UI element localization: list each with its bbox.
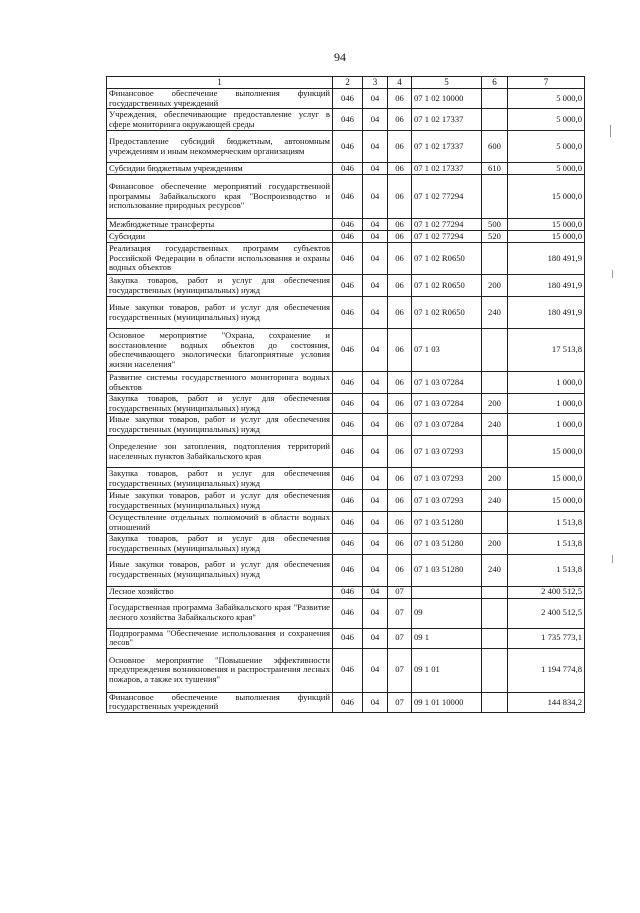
cell-rz: 04	[363, 329, 388, 372]
margin-mark	[610, 125, 611, 137]
cell-rz: 04	[363, 534, 388, 554]
cell-vr	[482, 436, 508, 468]
cell-pr: 06	[388, 163, 412, 175]
cell-rz: 04	[363, 598, 388, 628]
cell-rz: 04	[363, 131, 388, 163]
cell-sum: 144 834,2	[508, 692, 585, 712]
table-row	[107, 131, 585, 163]
page-number: 94	[334, 50, 346, 64]
cell-pr: 07	[388, 586, 412, 598]
cell-csr: 07 1 03 51280	[412, 512, 482, 534]
column-header-rz: 3	[363, 77, 388, 89]
cell-name: Иные закупки товаров, работ и услуг для обеспечения государственных (муниципальных) нужд	[107, 554, 333, 586]
cell-rz: 04	[363, 89, 388, 109]
column-header-gr: 2	[333, 77, 363, 89]
cell-pr: 07	[388, 692, 412, 712]
cell-rz: 04	[363, 490, 388, 512]
cell-gr: 046	[333, 109, 363, 131]
cell-rz: 04	[363, 468, 388, 490]
cell-name: Лесное хозяйство	[107, 586, 333, 598]
cell-pr: 06	[388, 109, 412, 131]
cell-name: Государственная программа Забайкальского края "Развитие лесного хозяйства Забайкальского края"	[107, 598, 333, 628]
cell-vr	[482, 648, 508, 692]
table-row	[107, 598, 585, 628]
cell-pr: 06	[388, 436, 412, 468]
cell-csr: 07 1 03 07293	[412, 490, 482, 512]
cell-name: Предоставление субсидий бюджетным, автономным учреждениям и иным некоммерческим организациям	[107, 131, 333, 163]
cell-rz: 04	[363, 692, 388, 712]
cell-sum: 1 000,0	[508, 414, 585, 436]
cell-gr: 046	[333, 275, 363, 297]
table-row	[107, 109, 585, 131]
cell-sum: 15 000,0	[508, 219, 585, 231]
table-row	[107, 329, 585, 372]
cell-vr	[482, 109, 508, 131]
cell-gr: 046	[333, 436, 363, 468]
cell-name: Закупка товаров, работ и услуг для обеспечения государственных (муниципальных) нужд	[107, 534, 333, 554]
cell-pr: 06	[388, 554, 412, 586]
cell-gr: 046	[333, 648, 363, 692]
cell-vr	[482, 628, 508, 648]
cell-pr: 06	[388, 89, 412, 109]
cell-sum: 1 000,0	[508, 372, 585, 394]
table-row	[107, 534, 585, 554]
cell-csr: 07 1 03 07293	[412, 468, 482, 490]
table-row	[107, 490, 585, 512]
cell-vr	[482, 512, 508, 534]
cell-gr: 046	[333, 231, 363, 243]
cell-vr: 520	[482, 231, 508, 243]
cell-pr: 06	[388, 512, 412, 534]
cell-pr: 06	[388, 468, 412, 490]
cell-rz: 04	[363, 163, 388, 175]
cell-pr: 06	[388, 297, 412, 329]
cell-rz: 04	[363, 372, 388, 394]
cell-rz: 04	[363, 586, 388, 598]
cell-name: Закупка товаров, работ и услуг для обеспечения государственных (муниципальных) нужд	[107, 394, 333, 414]
cell-rz: 04	[363, 394, 388, 414]
table-row	[107, 414, 585, 436]
column-header-pr: 4	[388, 77, 412, 89]
cell-csr: 07 1 03 07284	[412, 394, 482, 414]
cell-vr	[482, 692, 508, 712]
cell-csr: 07 1 02 10000	[412, 89, 482, 109]
cell-name: Иные закупки товаров, работ и услуг для обеспечения государственных (муниципальных) нужд	[107, 490, 333, 512]
cell-sum: 15 000,0	[508, 231, 585, 243]
cell-pr: 06	[388, 329, 412, 372]
cell-csr: 09 1 01	[412, 648, 482, 692]
cell-vr: 240	[482, 297, 508, 329]
cell-csr: 09 1 01 10000	[412, 692, 482, 712]
cell-pr: 06	[388, 394, 412, 414]
cell-name: Подпрограмма "Обеспечение использования и сохранения лесов"	[107, 628, 333, 648]
table-row	[107, 175, 585, 219]
cell-gr: 046	[333, 598, 363, 628]
cell-name: Основное мероприятие "Охрана, сохранение и восстановление водных объектов до состояния, обеспечивающего экологически благоприятные условия жизни населения"	[107, 329, 333, 372]
cell-sum: 15 000,0	[508, 468, 585, 490]
cell-vr	[482, 89, 508, 109]
cell-sum: 15 000,0	[508, 436, 585, 468]
cell-csr: 07 1 02 17337	[412, 163, 482, 175]
cell-csr: 07 1 02 17337	[412, 131, 482, 163]
table-row	[107, 648, 585, 692]
table-row	[107, 394, 585, 414]
table-row	[107, 512, 585, 534]
cell-name: Учреждения, обеспечивающие предоставление услуг в сфере мониторинга окружающей среды	[107, 109, 333, 131]
cell-rz: 04	[363, 175, 388, 219]
table-row	[107, 372, 585, 394]
cell-name: Субсидии бюджетным учреждениям	[107, 163, 333, 175]
table-row	[107, 219, 585, 231]
cell-csr: 07 1 03 07284	[412, 414, 482, 436]
cell-vr	[482, 372, 508, 394]
cell-sum: 1 513,8	[508, 512, 585, 534]
cell-pr: 06	[388, 131, 412, 163]
cell-pr: 07	[388, 598, 412, 628]
margin-mark	[612, 555, 613, 563]
cell-name: Финансовое обеспечение мероприятий государственной программы Забайкальского края "Воспроизводство и использование природных ресурсов"	[107, 175, 333, 219]
cell-pr: 07	[388, 628, 412, 648]
cell-vr: 240	[482, 554, 508, 586]
cell-sum: 180 491,9	[508, 243, 585, 275]
cell-vr	[482, 243, 508, 275]
cell-gr: 046	[333, 586, 363, 598]
cell-pr: 06	[388, 175, 412, 219]
cell-gr: 046	[333, 297, 363, 329]
column-header-csr: 5	[412, 77, 482, 89]
cell-pr: 06	[388, 490, 412, 512]
cell-vr	[482, 329, 508, 372]
cell-gr: 046	[333, 534, 363, 554]
cell-pr: 06	[388, 275, 412, 297]
cell-rz: 04	[363, 297, 388, 329]
cell-gr: 046	[333, 554, 363, 586]
cell-name: Иные закупки товаров, работ и услуг для обеспечения государственных (муниципальных) нужд	[107, 297, 333, 329]
table-row	[107, 554, 585, 586]
cell-rz: 04	[363, 648, 388, 692]
cell-name: Определение зон затопления, подтопления территорий населенных пунктов Забайкальского края	[107, 436, 333, 468]
budget-table	[106, 76, 585, 713]
cell-gr: 046	[333, 89, 363, 109]
cell-rz: 04	[363, 554, 388, 586]
cell-rz: 04	[363, 414, 388, 436]
cell-sum: 1 513,8	[508, 534, 585, 554]
cell-csr: 07 1 03 51280	[412, 554, 482, 586]
cell-pr: 06	[388, 414, 412, 436]
cell-vr: 240	[482, 490, 508, 512]
cell-sum: 15 000,0	[508, 490, 585, 512]
cell-name: Финансовое обеспечение выполнения функций государственных учреждений	[107, 692, 333, 712]
table-row	[107, 436, 585, 468]
column-header-sum: 7	[508, 77, 585, 89]
cell-vr	[482, 598, 508, 628]
cell-gr: 046	[333, 394, 363, 414]
table-row	[107, 692, 585, 712]
cell-gr: 046	[333, 243, 363, 275]
header-row	[107, 77, 585, 89]
table-row	[107, 586, 585, 598]
cell-name: Развитие системы государственного мониторинга водных объектов	[107, 372, 333, 394]
cell-pr: 06	[388, 534, 412, 554]
table-row	[107, 297, 585, 329]
table-row	[107, 275, 585, 297]
cell-name: Закупка товаров, работ и услуг для обеспечения государственных (муниципальных) нужд	[107, 468, 333, 490]
cell-csr: 07 1 03 07284	[412, 372, 482, 394]
cell-vr: 500	[482, 219, 508, 231]
cell-rz: 04	[363, 109, 388, 131]
cell-name: Закупка товаров, работ и услуг для обеспечения государственных (муниципальных) нужд	[107, 275, 333, 297]
cell-csr: 07 1 02 R0650	[412, 297, 482, 329]
cell-rz: 04	[363, 231, 388, 243]
cell-rz: 04	[363, 219, 388, 231]
margin-mark	[612, 270, 613, 278]
cell-pr: 06	[388, 219, 412, 231]
cell-sum: 1 513,8	[508, 554, 585, 586]
cell-gr: 046	[333, 329, 363, 372]
table-row	[107, 231, 585, 243]
cell-csr: 07 1 02 77294	[412, 175, 482, 219]
table-row	[107, 628, 585, 648]
cell-name: Межбюджетные трансферты	[107, 219, 333, 231]
cell-sum: 1 735 773,1	[508, 628, 585, 648]
cell-gr: 046	[333, 219, 363, 231]
cell-gr: 046	[333, 372, 363, 394]
cell-pr: 06	[388, 243, 412, 275]
cell-name: Осуществление отдельных полномочий в области водных отношений	[107, 512, 333, 534]
cell-gr: 046	[333, 512, 363, 534]
cell-sum: 5 000,0	[508, 131, 585, 163]
cell-rz: 04	[363, 512, 388, 534]
cell-name: Иные закупки товаров, работ и услуг для обеспечения государственных (муниципальных) нужд	[107, 414, 333, 436]
cell-vr: 600	[482, 131, 508, 163]
cell-csr: 07 1 02 77294	[412, 231, 482, 243]
cell-sum: 1 000,0	[508, 394, 585, 414]
cell-sum: 180 491,9	[508, 275, 585, 297]
cell-gr: 046	[333, 468, 363, 490]
cell-sum: 2 400 512,5	[508, 586, 585, 598]
cell-csr: 07 1 02 17337	[412, 109, 482, 131]
cell-vr: 240	[482, 414, 508, 436]
cell-sum: 17 513,8	[508, 329, 585, 372]
cell-vr: 200	[482, 468, 508, 490]
cell-vr: 200	[482, 275, 508, 297]
cell-rz: 04	[363, 436, 388, 468]
cell-gr: 046	[333, 163, 363, 175]
table-row	[107, 468, 585, 490]
cell-gr: 046	[333, 490, 363, 512]
cell-sum: 2 400 512,5	[508, 598, 585, 628]
cell-pr: 07	[388, 648, 412, 692]
cell-csr: 07 1 02 R0650	[412, 243, 482, 275]
cell-vr	[482, 175, 508, 219]
table-row	[107, 89, 585, 109]
cell-csr: 07 1 02 77294	[412, 219, 482, 231]
cell-csr: 09	[412, 598, 482, 628]
cell-pr: 06	[388, 372, 412, 394]
cell-sum: 5 000,0	[508, 89, 585, 109]
cell-csr: 07 1 03 51280	[412, 534, 482, 554]
cell-vr: 610	[482, 163, 508, 175]
cell-csr: 07 1 03 07293	[412, 436, 482, 468]
cell-sum: 15 000,0	[508, 175, 585, 219]
cell-gr: 046	[333, 175, 363, 219]
cell-vr: 200	[482, 534, 508, 554]
cell-sum: 1 194 774,8	[508, 648, 585, 692]
cell-gr: 046	[333, 628, 363, 648]
cell-name: Реализация государственных программ субъектов Российской Федерации в области использования и охраны водных объектов	[107, 243, 333, 275]
cell-csr	[412, 586, 482, 598]
cell-rz: 04	[363, 243, 388, 275]
cell-sum: 180 491,9	[508, 297, 585, 329]
cell-sum: 5 000,0	[508, 109, 585, 131]
cell-csr: 07 1 02 R0650	[412, 275, 482, 297]
cell-pr: 06	[388, 231, 412, 243]
cell-csr: 07 1 03	[412, 329, 482, 372]
cell-sum: 5 000,0	[508, 163, 585, 175]
cell-csr: 09 1	[412, 628, 482, 648]
column-header-vr: 6	[482, 77, 508, 89]
cell-gr: 046	[333, 414, 363, 436]
cell-rz: 04	[363, 275, 388, 297]
table-row	[107, 163, 585, 175]
column-header-name: 1	[107, 77, 333, 89]
table-row	[107, 243, 585, 275]
cell-gr: 046	[333, 131, 363, 163]
cell-gr: 046	[333, 692, 363, 712]
cell-name: Финансовое обеспечение выполнения функций государственных учреждений	[107, 89, 333, 109]
cell-vr: 200	[482, 394, 508, 414]
cell-name: Субсидии	[107, 231, 333, 243]
cell-vr	[482, 586, 508, 598]
cell-name: Основное мероприятие "Повышение эффективности предупреждения возникновения и распространения лесных пожаров, а также их тушения"	[107, 648, 333, 692]
cell-rz: 04	[363, 628, 388, 648]
